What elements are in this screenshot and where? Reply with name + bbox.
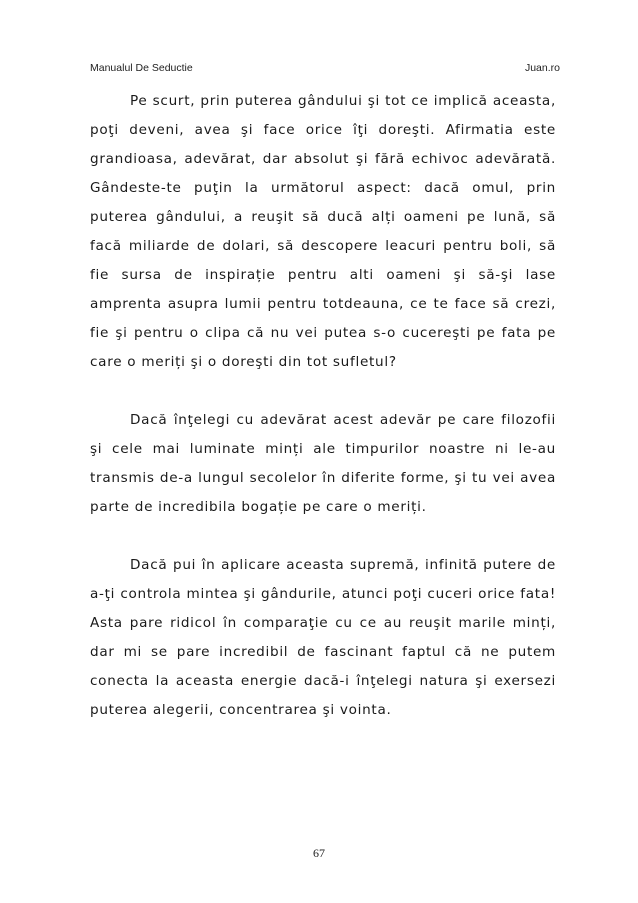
paragraph-3: Dacă pui în aplicare aceasta supremă, infinită putere de a-ţi controla mintea şi gândurile, atunci poţi cuceri orice fata! Asta pare ridicol în comparaţie cu ce au reuşit marile minți, dar mi se pare incredibil de fascinant faptul că ne putem conecta la aceasta energie dacă-i înţelegi natura şi exersezi puterea alegerii, concentrarea şi vointa. [90, 557, 556, 718]
paragraph-2: Dacă înţelegi cu adevărat acest adevăr pe care filozofii şi cele mai luminate minți ale timpurilor noastre ni le-au transmis de-a lungul secolelor în diferite forme, şi tu vei avea parte de incredibila bogație pe care o meriți. [90, 412, 556, 515]
page-header [90, 62, 560, 76]
paragraph-1: Pe scurt, prin puterea gândului şi tot ce implică aceasta, poţi deveni, avea şi face orice îţi doreşti. Afirmatia este grandioasa, adevărat, dar absolut şi fără echivoc adevărată. Gândeste-te puţin la următorul aspect: dacă omul, prin puterea gândului, a reuşit să ducă alți oameni pe lună, să facă miliarde de dolari, să descopere leacuri pentru boli, să fie sursa de inspirație pentru alti oameni şi să-şi lase amprenta asupra lumii pentru totdeauna, ce te face să crezi, fie şi pentru o clipa că nu vei putea s-o cucereşti pe fata pe care o meriți şi o doreşti din tot sufletul? [90, 93, 556, 370]
header-site: Juan.ro [524, 62, 560, 74]
page-body [90, 87, 556, 725]
page-number: 67 [313, 846, 325, 860]
header-title: Manualul De Seductie [90, 62, 193, 74]
